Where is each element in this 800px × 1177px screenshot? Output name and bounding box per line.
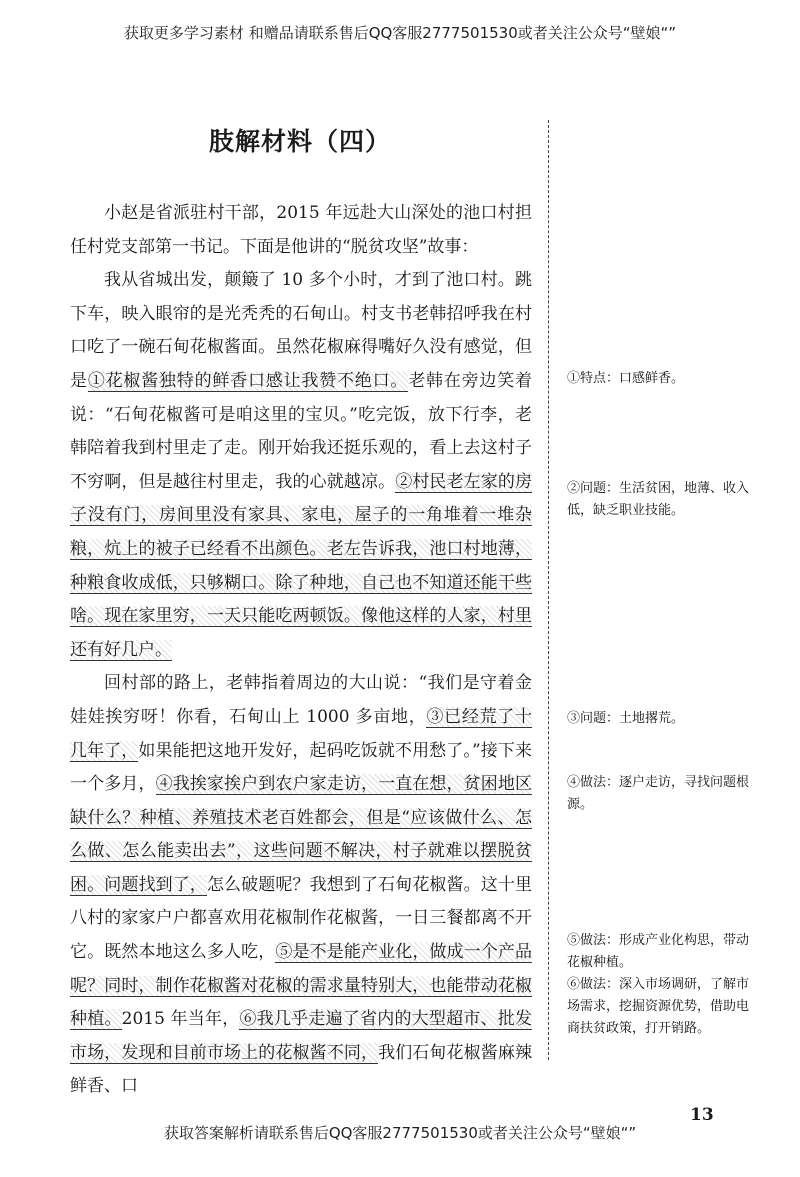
margin-divider [548,120,549,1060]
highlight-2: ②村民老左家的房子没有门，房间里没有家具、家电，屋子的一角堆着一堆杂粮，炕上的被子已经看不出颜色。老左告诉我，池口村地薄，种粮食收成低，只够糊口。除了种地，自己也不知道还能干些啥。现在家里穷，一天只能吃两顿饭。像他这样的人家，村里还有好几户。 [70,471,533,660]
margin-note-1: ①特点：口感鲜香。 [567,371,685,386]
text-run: 我从省城出发，颠簸了 10 多个小时，才到了池口村。跳下车，映入眼帘的是光秃秃的石甸山。村支书老韩招呼我在村口吃了一碗石甸花椒酱面。虽然花椒麻得嘴好久没有感觉，但是 [70,270,532,391]
highlight-3: ③已经荒了十几年了， [70,706,532,761]
margin-note-4: ④做法：逐户走访，寻找问题根源。 [567,775,750,812]
paragraph-return [70,667,532,1104]
text-run: 我们石甸花椒酱麻辣鲜香、口 [70,1042,533,1097]
paragraph-arrival [70,264,532,667]
margin-note-2: ②问题：生活贫困，地薄、收入低，缺乏职业技能。 [567,481,750,518]
highlight-1: ①花椒酱独特的鲜香口感让我赞不绝口。 [87,370,409,391]
text-run: 2015 年当年， [121,1009,240,1030]
header-promo-text: 获取更多学习素材 和赠品请联系售后QQ客服2777501530或者关注公众号“壁娘“” [123,24,677,42]
paragraph-intro: 小赵是省派驻村干部，2015 年远赴大山深处的池口村担任村党支部第一书记。下面是他讲的“脱贫攻坚”故事： [70,203,532,257]
highlight-5: ⑤是不是能产业化，做成一个产品呢？同时，制作花椒酱对花椒的需求量特别大，也能带动花椒种植。 [70,942,533,1030]
highlight-4: ④我挨家挨户到农户家走访，一直在想，贫困地区缺什么？种植、养殖技术老百姓都会，但是“应该做什么、怎么做、怎么能卖出去”，这些问题不解决，村子就难以摆脱贫困。问题找到了， [70,774,533,895]
margin-note-3: ③问题：土地撂荒。 [567,711,685,726]
text-run: 怎么破题呢？我想到了石甸花椒酱。这十里八村的家家户户都喜欢用花椒制作花椒酱，一日三餐都离不开它。既然本地这么多人吃， [70,874,533,963]
footer-promo-text: 获取答案解析请联系售后QQ客服2777501530或者关注公众号“壁娘“” [163,1124,637,1142]
page-title: 肢解材料（四） [208,127,391,156]
page-number: 13 [690,1105,714,1125]
highlight-6: ⑥我几乎走遍了省内的大型超市、批发市场，发现和目前市场上的花椒酱不同， [70,1009,533,1063]
text-run: 回村部的路上，老韩指着周边的大山说：“我们是守着金娃娃挨穷呀！你看，石甸山上 1000 多亩地， [70,673,532,727]
text-run: 老韩在旁边笑着说：“石甸花椒酱可是咱这里的宝贝。”吃完饭，放下行李，老韩陪着我到村里走了走。刚开始我还挺乐观的，看上去这村子不穷啊，但是越往村里走，我的心就越凉。 [70,370,533,492]
margin-note-6: ⑥做法：深入市场调研，了解市场需求，挖掘资源优势，借助电商扶贫政策，打开销路。 [567,977,750,1036]
text-run: 如果能把这地开发好，起码吃饭就不用愁了。”接下来一个多月， [70,740,532,795]
main-text [70,197,532,1104]
margin-note-5: ⑤做法：形成产业化构思，带动花椒种植。 [567,933,750,970]
